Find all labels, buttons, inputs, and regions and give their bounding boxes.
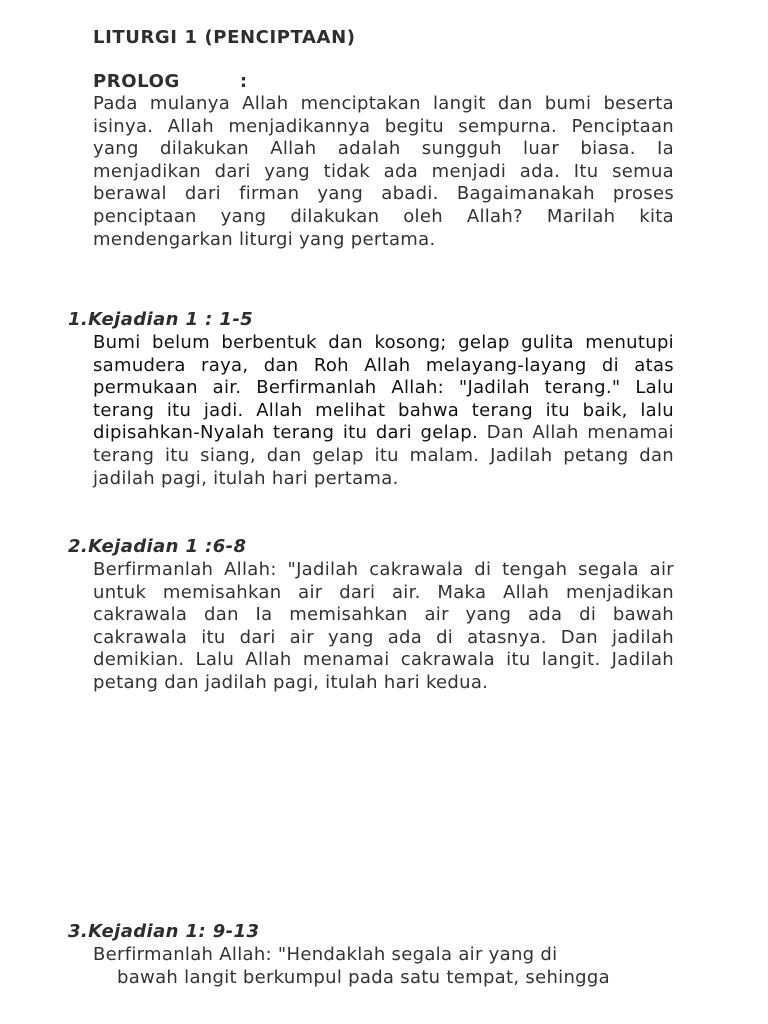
- prolog-paragraph: Pada mulanya Allah menciptakan langit dan bumi beserta isinya. Allah menjadikannya begitu sempurna. Penciptaan yang dilakukan Allah adalah sungguh luar biasa. Ia menjadikan dari yang tidak ada menjadi ada. Itu semua berawal dari firman yang abadi. Bagaimanakah proses penciptaan yang dilakukan oleh Allah? Marilah kita mendengarkan liturgi yang pertama.: [93, 93, 674, 250]
- section-2-heading: 2.Kejadian 1 :6-8: [68, 536, 247, 557]
- section-2-paragraph: Berfirmanlah Allah: "Jadilah cakrawala di tengah segala air untuk memisahkan air dari air. Maka Allah menjadikan cakrawala dan Ia memisahkan air yang ada di bawah cakrawala itu dari air yang ada di atasnya. Dan jadilah demikian. Lalu Allah menamai cakrawala itu langit. Jadilah petang dan jadilah pagi, itulah hari kedua.: [93, 559, 674, 693]
- prolog-label: PROLOG: [93, 71, 180, 92]
- prolog-heading: [93, 70, 248, 94]
- section-1-text-secondary: Dan Allah menamai terang itu siang, dan gelap itu malam. Jadilah petang dan jadilah pagi, itulah hari pertama.: [93, 422, 674, 489]
- section-1-paragraph: [93, 332, 674, 490]
- prolog-colon: :: [239, 71, 248, 92]
- document-title: LITURGI 1 (PENCIPTAAN): [93, 27, 356, 48]
- section-3-heading: 3.Kejadian 1: 9-13: [68, 921, 260, 942]
- section-1-heading: 1.Kejadian 1 : 1-5: [68, 309, 254, 330]
- section-3-line-1: Berfirmanlah Allah: "Hendaklah segala air yang di: [93, 944, 558, 965]
- section-3-line-2: bawah langit berkumpul pada satu tempat, sehingga: [117, 967, 610, 988]
- section-1-text-primary: Bumi belum berbentuk dan kosong; gelap gulita menutupi samudera raya, dan Roh Allah melayang-layang di atas permukaan air. Berfirmanlah Allah: "Jadilah terang." Lalu terang itu jadi. Allah melihat bahwa terang itu baik, lalu dipisahkan-Nyalah terang itu dari gelap.: [93, 332, 674, 444]
